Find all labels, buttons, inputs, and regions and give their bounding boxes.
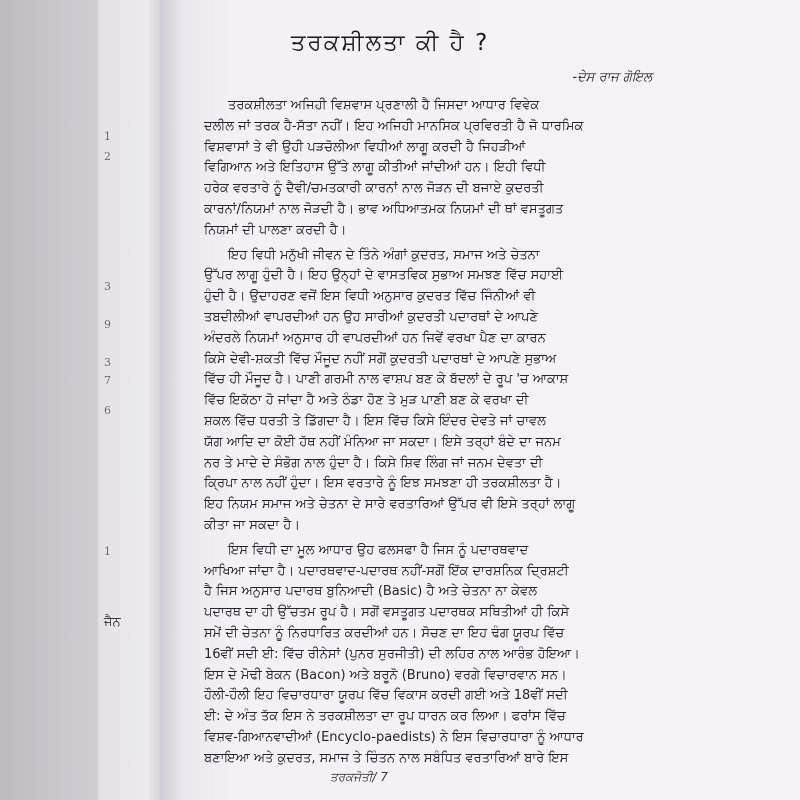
text-line: ਹੁੰਦੀ ਹੈ। ਉਦਾਹਰਣ ਵਜੋਂ ਇਸ ਵਿਧੀ ਅਨੁਸਾਰ ਕੁਦਰਤ ਵਿੱਚ ਜਿੰਨੀਆਂ ਵੀ [204, 289, 536, 305]
text-line: ਵਿੱਚ ਹੀ ਮੌਜੂਦ ਹੈ। ਪਾਣੀ ਗਰਮੀ ਨਾਲ ਵਾਸ਼ਪ ਬਣ ਕੇ ਬੱਦਲਾਂ ਦੇ ਰੂਪ 'ਚ ਆਕਾਸ਼ [204, 372, 569, 388]
text-line: ਯੱਗ ਆਦਿ ਦਾ ਕੋਈ ਹੱਥ ਨਹੀਂ ਮੰਨਿਆ ਜਾ ਸਕਦਾ। ਇਸੇ ਤਰ੍ਹਾਂ ਬੰਦੇ ਦਾ ਜਨਮ [204, 434, 561, 450]
text-line: ਇਸ ਵਿਧੀ ਦਾ ਮੂਲ ਆਧਾਰ ਉਹ ਫਲਸਫਾ ਹੈ ਜਿਸ ਨੂੰ ਪਦਾਰਥਵਾਦ [228, 542, 529, 558]
text-line: ਕਿਸੇ ਦੇਵੀ-ਸ਼ਕਤੀ ਵਿੱਚ ਮੌਜੂਦ ਨਹੀਂ ਸਗੋਂ ਕੁਦਰਤੀ ਪਦਾਰਥਾਂ ਦੇ ਆਪਣੇ ਸੁਭਾਅ [204, 351, 557, 367]
left-margin-number: 6 [104, 404, 111, 417]
text-line: ਵਿਗਿਆਨ ਅਤੇ ਇਤਿਹਾਸ ਉੱਤੇ ਲਾਗੂ ਕੀਤੀਆਂ ਜਾਂਦੀਆਂ ਹਨ। ਇਹੀ ਵਿਧੀ [204, 160, 546, 176]
text-line: ਬਣਾਇਆ ਅਤੇ ਕੁਦਰਤ, ਸਮਾਜ ਤੇ ਚਿੰਤਨ ਨਾਲ ਸਬੰਧਿਤ ਵਰਤਾਰਿਆਂ ਬਾਰੇ ਇਸ [204, 750, 569, 766]
author-byline: -ਦੇਸ ਰਾਜ ਗੋਇਲ [572, 70, 652, 85]
text-line: ਤਬਦੀਲੀਆਂ ਵਾਪਰਦੀਆਂ ਹਨ ਉਹ ਸਾਰੀਆਂ ਕੁਦਰਤੀ ਪਦਾਰਥਾਂ ਦੇ ਆਪਣੇ [204, 309, 538, 325]
left-margin-number: 3 [104, 356, 111, 369]
text-line: ਹੌਲੀ-ਹੌਲੀ ਇਹ ਵਿਚਾਰਧਾਰਾ ਯੂਰਪ ਵਿੱਚ ਵਿਕਾਸ ਕਰਦੀ ਗਈ ਅਤੇ 18ਵੀਂ ਸਦੀ [204, 688, 568, 704]
previous-page-edge [98, 0, 161, 800]
text-line: ਅੰਦਰਲੇ ਨਿਯਮਾਂ ਅਨੁਸਾਰ ਹੀ ਵਾਪਰਦੀਆਂ ਹਨ ਜਿਵੇਂ ਵਰਖਾ ਪੈਣ ਦਾ ਕਾਰਨ [204, 330, 546, 346]
article-body [204, 96, 646, 770]
text-line: ਨਰ ਤੇ ਮਾਦੇ ਦੇ ਸੰਭੋਗ ਨਾਲ ਹੁੰਦਾ ਹੈ। ਕਿਸੇ ਸ਼ਿਵ ਲਿੰਗ ਜਾਂ ਜਨਮ ਦੇਵਤਾ ਦੀ [204, 455, 543, 471]
text-line: ਕੀਤਾ ਜਾ ਸਕਦਾ ਹੈ। [204, 517, 301, 533]
left-margin-number: 9 [104, 318, 111, 331]
text-line: ਇਸ ਦੇ ਮੋਢੀ ਬੇਕਨ (Bacon) ਅਤੇ ਬਰੂਨੋ (Bruno) ਵਰਗੇ ਵਿਚਾਰਵਾਨ ਸਨ। [204, 667, 567, 683]
page-title: ਤਰਕਸ਼ੀਲਤਾ ਕੀ ਹੈ ? [290, 30, 490, 56]
text-line: ਕ੍ਰਿਪਾ ਨਾਲ ਨਹੀਂ ਹੁੰਦਾ। ਇਸ ਵਰਤਾਰੇ ਨੂੰ ਇਝ ਸਮਝਣਾ ਹੀ ਤਰਕਸ਼ੀਲਤਾ ਹੈ। [204, 476, 562, 492]
text-line: ਸਮੇਂ ਦੀ ਚੇਤਨਾ ਨੂੰ ਨਿਰਧਾਰਿਤ ਕਰਦੀਆਂ ਹਨ। ਸੋਚਣ ਦਾ ਇਹ ਢੰਗ ਯੂਰਪ ਵਿੱਚ [204, 625, 565, 641]
text-line: ਹੈ ਜਿਸ ਅਨੁਸਾਰ ਪਦਾਰਥ ਬੁਨਿਆਦੀ (Basic) ਹੈ ਅਤੇ ਚੇਤਨਾ ਨਾ ਕੇਵਲ [204, 584, 538, 600]
text-line: ਵਿਸ਼ਵਾਸਾਂ ਤੇ ਵੀ ਉਹੀ ਪੜਚੋਲੀਆ ਵਿਧੀਆਂ ਲਾਗੂ ਕਰਦੀ ਹੈ ਜਿਹੜੀਆਂ [204, 139, 526, 155]
text-line: ਵਿੱਚ ਇਕੱਠਾ ਹੋ ਜਾਂਦਾ ਹੈ ਅਤੇ ਠੰਡਾ ਹੋਣ ਤੇ ਮੁੜ ਪਾਣੀ ਬਣ ਕੇ ਵਰਖਾ ਦੀ [204, 393, 529, 409]
left-margin-number: 1 [104, 130, 111, 143]
text-line: ਇਹ ਨਿਯਮ ਸਮਾਜ ਅਤੇ ਚੇਤਨਾ ਦੇ ਸਾਰੇ ਵਰਤਾਰਿਆਂ ਉੱਪਰ ਵੀ ਇਸੇ ਤਰ੍ਹਾਂ ਲਾਗੂ [204, 497, 576, 513]
text-line: ਤਰਕਸ਼ੀਲਤਾ ਅਜਿਹੀ ਵਿਸ਼ਵਾਸ ਪ੍ਰਣਾਲੀ ਹੈ ਜਿਸਦਾ ਆਧਾਰ ਵਿਵੇਕ [228, 98, 540, 113]
left-margin-number: 7 [104, 374, 111, 387]
text-line: ਉੱਪਰ ਲਾਗੂ ਹੁੰਦੀ ਹੈ। ਇਹ ਉਨ੍ਹਾਂ ਦੇ ਵਾਸਤਵਿਕ ਸੁਭਾਅ ਸਮਝਣ ਵਿੱਚ ਸਹਾਈ [204, 268, 564, 284]
text-line: ਪਦਾਰਥ ਦਾ ਹੀ ਉੱਚਤਮ ਰੂਪ ਹੈ। ਸਗੋਂ ਵਸਤੂਗਤ ਪਦਾਰਥਕ ਸਥਿਤੀਆਂ ਹੀ ਕਿਸੇ [204, 605, 570, 621]
left-margin-number: 2 [104, 150, 111, 163]
text-line: ਇਹ ਵਿਧੀ ਮਨੁੱਖੀ ਜੀਵਨ ਦੇ ਤਿੰਨੇ ਅੰਗਾਂ ਕੁਦਰਤ, ਸਮਾਜ ਅਤੇ ਚੇਤਨਾ [228, 247, 540, 263]
text-line: ਕਾਰਨਾਂ/ਨਿਯਮਾਂ ਨਾਲ ਜੋੜਦੀ ਹੈ। ਭਾਵ ਅਧਿਆਤਮਕ ਨਿਯਮਾਂ ਦੀ ਥਾਂ ਵਸਤੂਗਤ [204, 201, 564, 217]
text-line: ਹਰੇਕ ਵਰਤਾਰੇ ਨੂੰ ਦੈਵੀ/ਚਮਤਕਾਰੀ ਕਾਰਨਾਂ ਨਾਲ ਜੋੜਨ ਦੀ ਬਜਾਏ ਕੁਦਰਤੀ [204, 181, 544, 197]
left-margin-word: ਜੈਨ [104, 615, 121, 630]
text-line: ਨਿਯਮਾਂ ਦੀ ਪਾਲਣਾ ਕਰਦੀ ਹੈ। [204, 222, 347, 238]
text-line: ਸ਼ਕਲ ਵਿੱਚ ਧਰਤੀ ਤੇ ਡਿੱਗਦਾ ਹੈ। ਇਸ ਵਿੱਚ ਕਿਸੇ ਇੰਦਰ ਦੇਵਤੇ ਜਾਂ ਚਾਵਲ [204, 413, 546, 429]
text-line: ਵਿਸ਼ਵ-ਗਿਆਨਵਾਦੀਆਂ (Encyclo-paedists) ਨੇ ਇਸ ਵਿਚਾਰਧਾਰਾ ਨੂੰ ਆਧਾਰ [204, 729, 584, 745]
text-line: ਦਲੀਲ ਜਾਂ ਤਰਕ ਹੈ-ਸੱਤਾ ਨਹੀਂ। ਇਹ ਅਜਿਹੀ ਮਾਨਸਿਕ ਪ੍ਰਵਿਰਤੀ ਹੈ ਜੋ ਧਾਰਮਿਕ [204, 118, 584, 134]
text-line: ਈ: ਦੇ ਅੰਤ ਤੱਕ ਇਸ ਨੇ ਤਰਕਸ਼ੀਲਤਾ ਦਾ ਰੂਪ ਧਾਰਨ ਕਰ ਲਿਆ। ਫਰਾਂਸ ਵਿੱਚ [204, 709, 566, 725]
text-line: 16ਵੀਂ ਸਦੀ ਈ: ਵਿੱਚ ਰੀਨੇਸਾਂ (ਪੁਨਰ ਸੁਰਜੀਤੀ) ਦੀ ਲਹਿਰ ਨਾਲ ਆਰੰਭ ਹੋਇਆ। [204, 646, 580, 662]
left-margin-number: 1 [104, 545, 111, 558]
text-line: ਆਖਿਆ ਜਾਂਦਾ ਹੈ। ਪਦਾਰਥਵਾਦ-ਪਦਾਰਥ ਨਹੀਂ-ਸਗੋਂ ਇੱਕ ਦਾਰਸ਼ਨਿਕ ਦ੍ਰਿਸ਼ਟੀ [204, 563, 569, 579]
page-footer: ਤਰਕਜੋਤੀ/ 7 [330, 770, 388, 784]
left-margin-number: 3 [104, 280, 111, 293]
